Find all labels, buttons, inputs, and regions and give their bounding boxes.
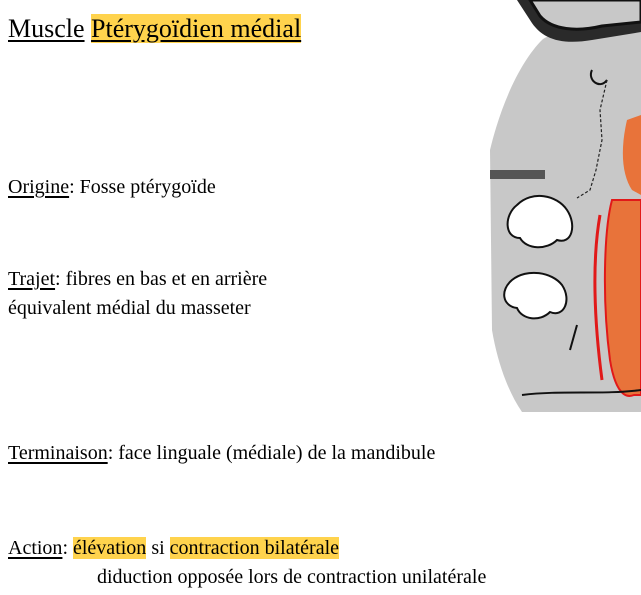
origine-label: Origine (8, 176, 70, 198)
trajet-line (8, 268, 267, 291)
trajet-text: : fibres en bas et en arrière (55, 268, 268, 290)
trajet-label: Trajet (8, 268, 56, 290)
action-line-2: diduction opposée lors de contraction unilatérale (97, 566, 487, 588)
action-highlight-contraction: contraction bilatérale (169, 537, 340, 559)
terminaison-line (8, 442, 435, 465)
page-title (8, 14, 301, 44)
terminaison-text: : face linguale (médiale) de la mandibule (107, 442, 436, 464)
title-highlight: Ptérygoïdien médial (91, 14, 302, 43)
action-middle: si (151, 537, 165, 559)
trajet-line-2: équivalent médial du masseter (8, 297, 251, 319)
upper-teeth-bar (490, 170, 545, 179)
action-highlight-elevation: élévation (73, 537, 147, 559)
action-line (8, 537, 339, 560)
terminaison-label: Terminaison (8, 442, 108, 464)
origine-line (8, 176, 216, 199)
title-prefix: Muscle (8, 14, 85, 43)
action-label: Action (8, 537, 63, 559)
muscle-lower (605, 200, 641, 396)
action-sep: : (62, 537, 68, 559)
anatomy-illustration (482, 0, 641, 412)
origine-text: : Fosse ptérygoïde (69, 176, 216, 198)
